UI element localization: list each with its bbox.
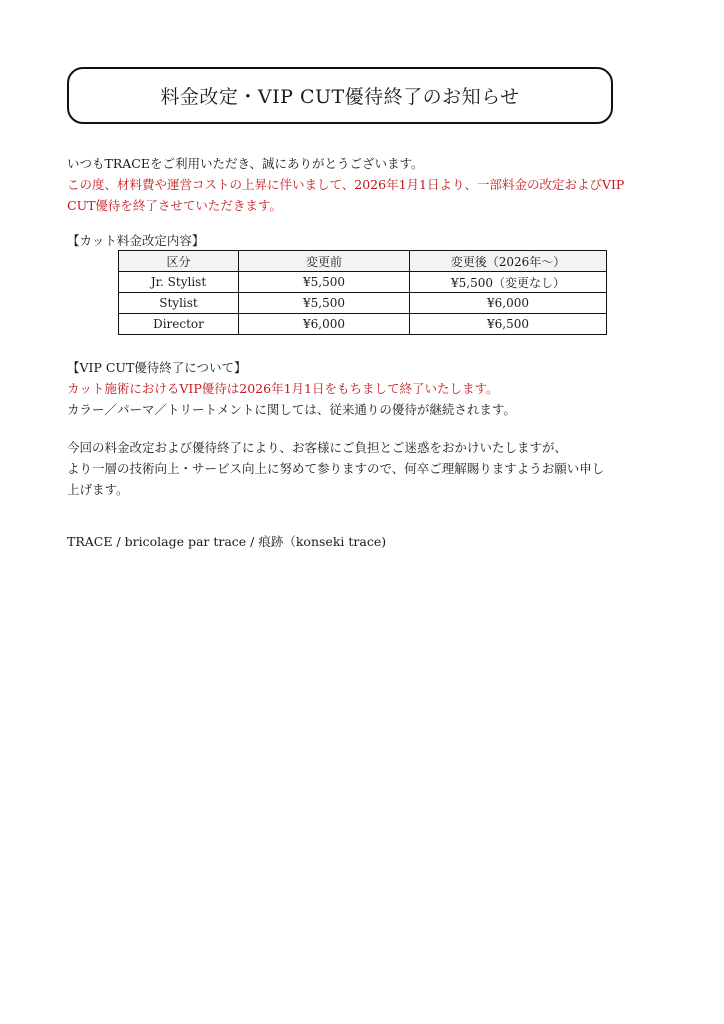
- cell-before: ¥5,500: [239, 272, 410, 293]
- column-header-before: 変更前: [239, 251, 410, 272]
- cell-after: ¥5,500（変更なし）: [410, 272, 607, 293]
- table-header-row: [119, 251, 607, 272]
- notice-text-line2: CUT優待を終了させていただきます。: [67, 198, 282, 213]
- column-header-category: 区分: [119, 251, 239, 272]
- cut-price-heading-block: [67, 230, 657, 251]
- title-box: [67, 67, 613, 124]
- closing-line1: 今回の料金改定および優待終了により、お客様にご負担とご迷惑をおかけいたしますが、: [67, 440, 568, 455]
- cell-category: Director: [119, 314, 239, 335]
- brand-section: [67, 531, 657, 552]
- price-table: [118, 250, 607, 335]
- brand-names: TRACE / bricolage par trace / 痕跡（konseki trace): [67, 534, 387, 549]
- table-row: [119, 314, 607, 335]
- table-row: [119, 272, 607, 293]
- vip-cut-section: [67, 357, 657, 420]
- table-row: [119, 293, 607, 314]
- cell-before: ¥5,500: [239, 293, 410, 314]
- cut-price-heading: 【カット料金改定内容】: [67, 233, 205, 248]
- closing-line2: より一層の技術向上・サービス向上に努めて参りますので、何卒ご理解賜りますようお願い申し: [67, 461, 605, 476]
- cell-before: ¥6,000: [239, 314, 410, 335]
- closing-section: [67, 437, 657, 500]
- intro-section: [67, 153, 657, 216]
- cell-after: ¥6,000: [410, 293, 607, 314]
- cell-category: Jr. Stylist: [119, 272, 239, 293]
- page-title: 料金改定・VIP CUT優待終了のお知らせ: [160, 86, 520, 108]
- vip-cut-heading: 【VIP CUT優待終了について】: [67, 360, 247, 375]
- closing-line3: 上げます。: [67, 482, 129, 497]
- vip-cut-continuation-note: カラー／パーマ／トリートメントに関しては、従来通りの優待が継続されます。: [67, 402, 516, 417]
- notice-text-line1: この度、材料費や運営コストの上昇に伴いまして、2026年1月1日より、一部料金の改定およびVIP: [67, 177, 625, 192]
- cell-after: ¥6,500: [410, 314, 607, 335]
- greeting-text: いつもTRACEをご利用いただき、誠にありがとうございます。: [67, 156, 424, 171]
- vip-cut-end-notice: カット施術におけるVIP優待は2026年1月1日をもちまして終了いたします。: [67, 381, 499, 396]
- column-header-after: 変更後（2026年〜）: [410, 251, 607, 272]
- cell-category: Stylist: [119, 293, 239, 314]
